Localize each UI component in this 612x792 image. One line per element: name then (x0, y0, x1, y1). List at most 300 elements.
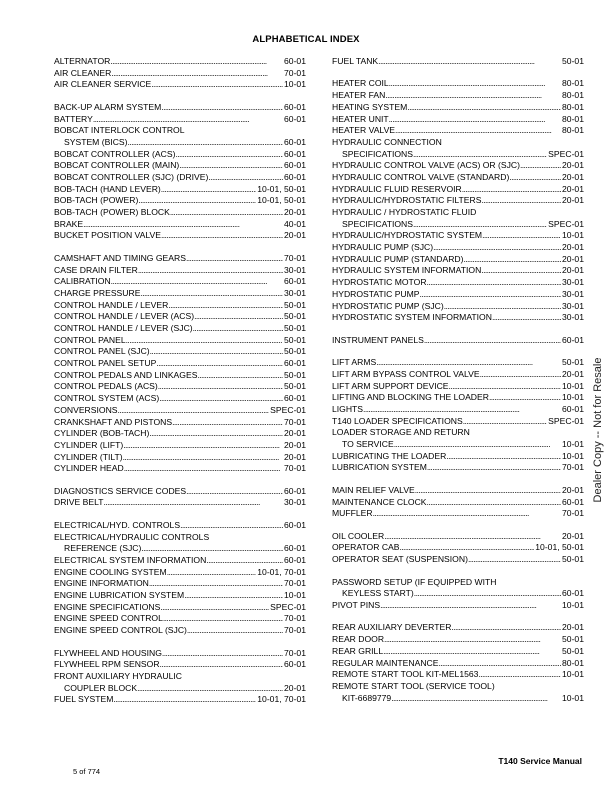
index-entry (332, 242, 584, 254)
dot-leader (449, 381, 561, 393)
index-entry-label: REAR AUXILIARY DEVERTER (332, 622, 452, 633)
index-entry-label: PIVOT PINS (332, 599, 381, 610)
index-entry-page: 80-01 (562, 101, 584, 112)
index-entry (332, 357, 584, 369)
index-entry (54, 452, 306, 464)
index-entry (54, 102, 306, 114)
index-entry (54, 265, 306, 277)
index-entry-label: CAMSHAFT AND TIMING GEARS (54, 252, 186, 263)
index-entry-page: 60-01 (284, 136, 306, 147)
index-entry (332, 462, 584, 474)
dot-leader (126, 335, 283, 347)
index-spacer (332, 520, 584, 531)
index-entry (332, 427, 584, 439)
index-entry-label: HYDROSTATIC PUMP (SJC) (332, 300, 444, 311)
dot-leader (184, 590, 283, 602)
index-entry-page: 60-01 (284, 101, 306, 112)
index-entry (54, 497, 306, 509)
dot-leader (415, 485, 561, 497)
index-entry (54, 648, 306, 660)
index-entry-label: OPERATOR SEAT (SUSPENSION) (332, 554, 468, 565)
index-entry-page: 50-01 (562, 56, 584, 66)
dot-leader (380, 600, 561, 612)
index-entry-label: BUCKET POSITION VALVE (54, 230, 161, 241)
dot-leader (462, 184, 561, 196)
index-entry-label: AIR CLEANER (54, 67, 112, 78)
index-entry-page: 20-01 (284, 428, 306, 439)
index-entry (54, 671, 306, 683)
index-entry-label: ENGINE LUBRICATION SYSTEM (54, 590, 185, 601)
index-entry-page: SPEC-01 (548, 415, 584, 426)
index-entry-page: 60-01 (284, 519, 306, 530)
index-entry-label: HYDROSTATIC MOTOR (332, 277, 427, 288)
index-entry-page: 10-01 (562, 439, 584, 450)
dot-leader (427, 462, 561, 474)
index-entry-label: CASE DRAIN FILTER (54, 264, 138, 275)
index-entry-page: 60-01 (284, 276, 306, 287)
index-entry-label: CYLINDER HEAD (54, 463, 124, 474)
index-entry (332, 392, 584, 404)
index-entry-label: HYDRAULIC/HYDROSTATIC FILTERS (332, 195, 482, 206)
index-column-right (332, 56, 584, 704)
dot-leader (149, 578, 283, 590)
index-entry-page: 10-01 (562, 450, 584, 461)
index-entry-label: DIAGNOSTICS SERVICE CODES (54, 485, 187, 496)
index-entry-page: 10-01, 70-01 (257, 566, 306, 577)
index-entry (54, 335, 306, 347)
index-entry-page: 30-01 (284, 264, 306, 275)
index-entry-page: 70-01 (284, 416, 306, 427)
index-spacer (54, 242, 306, 253)
index-entry-label: HYDRAULIC CONTROL VALVE (STANDARD) (332, 171, 510, 182)
index-entry (54, 625, 306, 637)
index-entry-page: 20-01 (562, 368, 584, 379)
index-entry-page: 50-01 (284, 323, 306, 334)
index-entry-label: ENGINE SPEED CONTROL (SJC) (54, 625, 187, 636)
index-entry-label: CRANKSHAFT AND PISTONS (54, 416, 173, 427)
index-entry-page: 20-01 (284, 207, 306, 218)
index-entry (332, 588, 584, 600)
index-entry-label: OPERATOR CAB (332, 542, 400, 553)
index-entry (54, 137, 306, 149)
index-entry (54, 381, 306, 393)
index-entry (332, 669, 584, 681)
index-entry (332, 78, 584, 90)
index-entry-label: PASSWORD SETUP (IF EQUIPPED WITH (332, 576, 497, 587)
index-entry-page: 50-01 (284, 299, 306, 310)
dot-leader (162, 648, 283, 660)
dot-leader (433, 242, 561, 254)
index-entry-label: LIFT ARMS (332, 357, 377, 368)
index-entry (332, 577, 584, 589)
dot-leader (413, 149, 547, 161)
index-entry-label: BOBCAT CONTROLLER (MAIN) (54, 160, 180, 171)
index-entry-label: ELECTRICAL SYSTEM INFORMATION (54, 555, 207, 565)
index-entry (54, 613, 306, 625)
index-entry-label: COUPLER BLOCK (64, 682, 138, 693)
index-entry-page: 10-01 (284, 79, 306, 90)
index-entry-page: 60-01 (284, 485, 306, 496)
index-entry-page: 10-01 (284, 590, 306, 601)
dot-leader (492, 312, 561, 324)
index-entry (332, 207, 584, 219)
dot-leader (158, 381, 283, 393)
index-entry-label: CYLINDER (TILT) (54, 451, 123, 462)
index-entry-label: FUEL SYSTEM (54, 694, 114, 705)
page-counter: 5 of 774 (73, 767, 101, 776)
index-entry-label: REMOTE START TOOL KIT-MEL1563 (332, 669, 479, 680)
watermark-text: Dealer Copy -- Not for Resale (592, 357, 604, 503)
dot-leader (478, 669, 561, 681)
dot-leader (481, 265, 561, 277)
index-spacer (332, 324, 584, 335)
index-entry-label: LIFTING AND BLOCKING THE LOADER (332, 392, 489, 403)
index-spacer (332, 346, 584, 357)
dot-leader (179, 160, 283, 172)
index-entry (54, 172, 306, 184)
index-entry-label: BATTERY (54, 113, 93, 124)
dot-leader (520, 160, 561, 172)
index-entry-page: SPEC-01 (270, 404, 306, 415)
index-entry (54, 184, 306, 196)
index-entry-page: 50-01 (562, 554, 584, 565)
dot-leader (111, 68, 283, 80)
index-entry-page: 60-01 (562, 588, 584, 599)
dot-leader (123, 440, 283, 452)
index-entry (54, 428, 306, 440)
index-entry (332, 312, 584, 324)
dot-leader (138, 195, 256, 207)
dot-leader (137, 683, 283, 695)
index-entry (332, 369, 584, 381)
dot-leader (463, 254, 561, 266)
dot-leader (110, 56, 283, 68)
dot-leader (194, 311, 283, 323)
dot-leader (138, 265, 283, 277)
index-entry-label: CONTROL PEDALS (ACS) (54, 381, 158, 392)
index-entry (54, 323, 306, 335)
index-entry (54, 230, 306, 242)
index-entry (332, 439, 584, 451)
dot-leader (489, 392, 561, 404)
dot-leader (413, 219, 547, 231)
index-entry-label: HYDRAULIC SYSTEM INFORMATION (332, 265, 482, 276)
dot-leader (385, 90, 561, 102)
dot-leader (172, 417, 283, 429)
index-entry (54, 590, 306, 602)
dot-leader (363, 404, 561, 416)
index-entry (332, 646, 584, 658)
index-spacer (332, 68, 584, 79)
index-entry-label: KIT-6689779 (342, 692, 392, 703)
dot-leader (163, 613, 283, 625)
dot-leader (208, 172, 283, 184)
index-entry (332, 254, 584, 266)
index-entry-label: HYDROSTATIC PUMP (332, 288, 420, 299)
dot-leader (156, 358, 283, 370)
index-entry-label: ENGINE SPEED CONTROL (54, 613, 163, 624)
index-entry-label: BOBCAT CONTROLLER (ACS) (54, 148, 176, 159)
dot-leader (389, 114, 561, 126)
dot-leader (427, 277, 561, 289)
index-entry-page: 50-01 (562, 645, 584, 656)
index-entry-label: HYDRAULIC CONNECTION (332, 136, 442, 147)
dot-leader (180, 520, 283, 532)
index-entry (332, 542, 584, 554)
index-entry (332, 335, 584, 347)
dot-leader (427, 497, 561, 509)
index-entry-page: 70-01 (562, 508, 584, 519)
dot-leader (378, 56, 561, 68)
index-entry (54, 288, 306, 300)
index-entry-label: CHARGE PRESSURE (54, 287, 141, 298)
index-entry-page: 30-01 (284, 497, 306, 508)
index-entry-page: 10-01, 70-01 (257, 694, 306, 705)
index-entry-label: HYDRAULIC CONTROL VALVE (ACS) OR (SJC) (332, 160, 520, 171)
dot-leader (391, 693, 561, 705)
index-entry-label: FLYWHEEL RPM SENSOR (54, 659, 160, 670)
index-entry-page: 10-01, 50-01 (257, 195, 306, 206)
index-entry-label: BOB-TACH (HAND LEVER) (54, 183, 161, 194)
index-entry-label: LOADER STORAGE AND RETURN (332, 427, 470, 438)
index-entry (332, 381, 584, 393)
index-entry (54, 543, 306, 555)
dot-leader (480, 369, 561, 381)
dot-leader (420, 289, 561, 301)
index-entry-page: 50-01 (284, 381, 306, 392)
dot-leader (414, 588, 561, 600)
index-entry-page: 70-01 (284, 463, 306, 474)
dot-leader (167, 567, 257, 579)
index-entry-label: HEATER FAN (332, 90, 386, 101)
index-entry-page: 10-01 (562, 692, 584, 703)
index-entry-page: 70-01 (284, 647, 306, 658)
index-entry (54, 463, 306, 475)
index-entry-page: 10-01 (562, 669, 584, 680)
index-entry (332, 416, 584, 428)
index-entry-label: REMOTE START TOOL (SERVICE TOOL) (332, 680, 495, 691)
index-spacer (54, 637, 306, 648)
index-entry-page: 60-01 (284, 543, 306, 554)
index-entry-page: 30-01 (562, 277, 584, 288)
index-entry-label: DRIVE BELT (54, 497, 104, 508)
index-entry (54, 417, 306, 429)
index-entry-label: SPECIFICATIONS (342, 148, 413, 159)
index-entry-page: 60-01 (284, 148, 306, 159)
index-entry-page: 20-01 (562, 484, 584, 495)
index-entry-label: LUBRICATING THE LOADER (332, 450, 447, 461)
dot-leader (463, 416, 547, 428)
index-entry-page: 10-01 (562, 599, 584, 610)
index-entry-label: CONTROL SYSTEM (ACS) (54, 393, 160, 404)
index-entry-label: ELECTRICAL/HYD. CONTROLS (54, 519, 181, 530)
index-entry-label: MAIN RELIEF VALVE (332, 484, 415, 495)
index-entry (54, 219, 306, 231)
index-entry (332, 451, 584, 463)
index-entry (54, 555, 306, 567)
index-entry (332, 172, 584, 184)
index-title: ALPHABETICAL INDEX (252, 34, 360, 45)
index-entry-label: AIR CLEANER SERVICE (54, 79, 152, 90)
index-entry (332, 265, 584, 277)
index-spacer (332, 612, 584, 623)
index-entry (332, 219, 584, 231)
dot-leader (83, 219, 283, 231)
manual-title: T140 Service Manual (498, 756, 582, 766)
dot-leader (113, 694, 256, 706)
index-entry-page: 30-01 (562, 312, 584, 323)
index-entry-page: 50-01 (284, 311, 306, 322)
index-entry-page: 60-01 (284, 171, 306, 182)
index-entry (54, 300, 306, 312)
index-spacer (332, 474, 584, 485)
dot-leader (161, 184, 256, 196)
index-entry-page: 30-01 (562, 300, 584, 311)
index-entry-label: LUBRICATION SYSTEM (332, 462, 427, 473)
index-entry (332, 622, 584, 634)
index-entry-page: 70-01 (284, 578, 306, 589)
index-entry-page: 60-01 (284, 393, 306, 404)
index-entry (332, 195, 584, 207)
index-entry-page: SPEC-01 (270, 601, 306, 612)
index-entry (54, 207, 306, 219)
index-entry-label: CONVERSIONS (54, 404, 118, 415)
index-entry-page: 60-01 (562, 403, 584, 414)
index-entry (332, 531, 584, 543)
index-entry-label: HEATER UNIT (332, 113, 389, 124)
index-entry-label: HYDROSTATIC SYSTEM INFORMATION (332, 312, 492, 323)
index-entry-page: 40-01 (284, 218, 306, 229)
index-entry-page: 60-01 (562, 334, 584, 345)
index-entry-label: T140 LOADER SPECIFICATIONS (332, 415, 463, 426)
index-entry-page: 10-01 (562, 392, 584, 403)
dot-leader (395, 125, 561, 137)
index-entry (54, 405, 306, 417)
dot-leader (389, 78, 561, 90)
index-entry-label: OIL COOLER (332, 530, 385, 541)
index-entry-label: SPECIFICATIONS (342, 218, 413, 229)
dot-leader (444, 301, 561, 313)
dot-leader (161, 102, 283, 114)
index-entry-page: 10-01, 50-01 (535, 542, 584, 553)
index-entry-label: FUEL TANK (332, 56, 379, 66)
index-entry (54, 195, 306, 207)
index-entry (332, 90, 584, 102)
index-entry (54, 125, 306, 137)
index-entry-label: CONTROL PEDALS AND LINKAGES (54, 369, 198, 380)
index-entry (332, 600, 584, 612)
index-entry (54, 659, 306, 671)
index-entry (54, 370, 306, 382)
index-entry-page: 20-01 (562, 171, 584, 182)
index-entry-label: HYDRAULIC PUMP (STANDARD) (332, 253, 464, 264)
index-entry (54, 56, 306, 68)
index-entry-label: REAR DOOR (332, 634, 385, 645)
dot-leader (159, 393, 283, 405)
index-entry (54, 602, 306, 614)
index-entry (54, 114, 306, 126)
index-entry (54, 532, 306, 544)
dot-leader (186, 486, 283, 498)
index-entry-label: BACK-UP ALARM SYSTEM (54, 101, 162, 112)
dot-leader (509, 172, 561, 184)
index-entry-label: BOBCAT CONTROLLER (SJC) (DRIVE) (54, 171, 209, 182)
index-entry (332, 404, 584, 416)
index-entry-page: 20-01 (284, 451, 306, 462)
index-entry-page: 50-01 (284, 369, 306, 380)
index-entry-page: 70-01 (284, 252, 306, 263)
dot-leader (168, 300, 283, 312)
dot-leader (468, 554, 561, 566)
dot-leader (93, 114, 283, 126)
index-entry (332, 681, 584, 693)
index-entry-label: CALIBRATION (54, 276, 111, 287)
index-spacer (54, 509, 306, 520)
index-entry (54, 253, 306, 265)
index-entry-label: HYDRAULIC / HYDROSTATIC FLUID (332, 207, 477, 218)
index-entry (54, 79, 306, 91)
dot-leader (140, 288, 283, 300)
index-entry-label: REGULAR MAINTENANCE (332, 657, 439, 668)
dot-leader (128, 137, 284, 149)
dot-leader (150, 346, 283, 358)
dot-leader (111, 276, 283, 288)
index-entry-label: CONTROL HANDLE / LEVER (SJC) (54, 323, 193, 334)
dot-leader (446, 451, 561, 463)
index-entry-label: INSTRUMENT PANELS (332, 334, 424, 345)
index-entry-page: 20-01 (562, 242, 584, 253)
dot-leader (161, 230, 283, 242)
index-entry-page: 80-01 (562, 657, 584, 668)
index-entry-label: ALTERNATOR (54, 56, 111, 66)
index-entry-page: 70-01 (562, 462, 584, 473)
index-entry-label: SYSTEM (BICS) (64, 136, 128, 147)
index-entry (54, 276, 306, 288)
index-entry-page: 70-01 (284, 625, 306, 636)
index-entry (332, 149, 584, 161)
index-entry-page: 60-01 (284, 358, 306, 369)
index-entry (332, 56, 584, 68)
index-spacer (54, 475, 306, 486)
dot-leader (407, 102, 561, 114)
index-entry-page: 50-01 (284, 334, 306, 345)
index-entry (332, 230, 584, 242)
dot-leader (141, 543, 283, 555)
index-entry-label: ENGINE COOLING SYSTEM (54, 566, 167, 577)
index-entry (54, 578, 306, 590)
watermark-side-text (586, 300, 610, 560)
index-entry-page: 20-01 (562, 160, 584, 171)
index-entry (332, 102, 584, 114)
dot-leader (451, 622, 561, 634)
index-entry-page: 20-01 (562, 183, 584, 194)
dot-leader (193, 323, 283, 335)
index-entry-page: 70-01 (284, 613, 306, 624)
dot-leader (424, 335, 561, 347)
index-entry-label: FLYWHEEL AND HOUSING (54, 647, 162, 658)
index-entry (332, 277, 584, 289)
index-entry (54, 486, 306, 498)
dot-leader (151, 79, 283, 91)
index-entry (332, 137, 584, 149)
dot-leader (123, 452, 283, 464)
index-entry-label: CONTROL HANDLE / LEVER (ACS) (54, 311, 195, 322)
index-entry (332, 485, 584, 497)
index-entry (54, 520, 306, 532)
index-entry-page: 10-01 (562, 230, 584, 241)
dot-leader (170, 207, 283, 219)
index-entry-page: 60-01 (284, 555, 306, 565)
